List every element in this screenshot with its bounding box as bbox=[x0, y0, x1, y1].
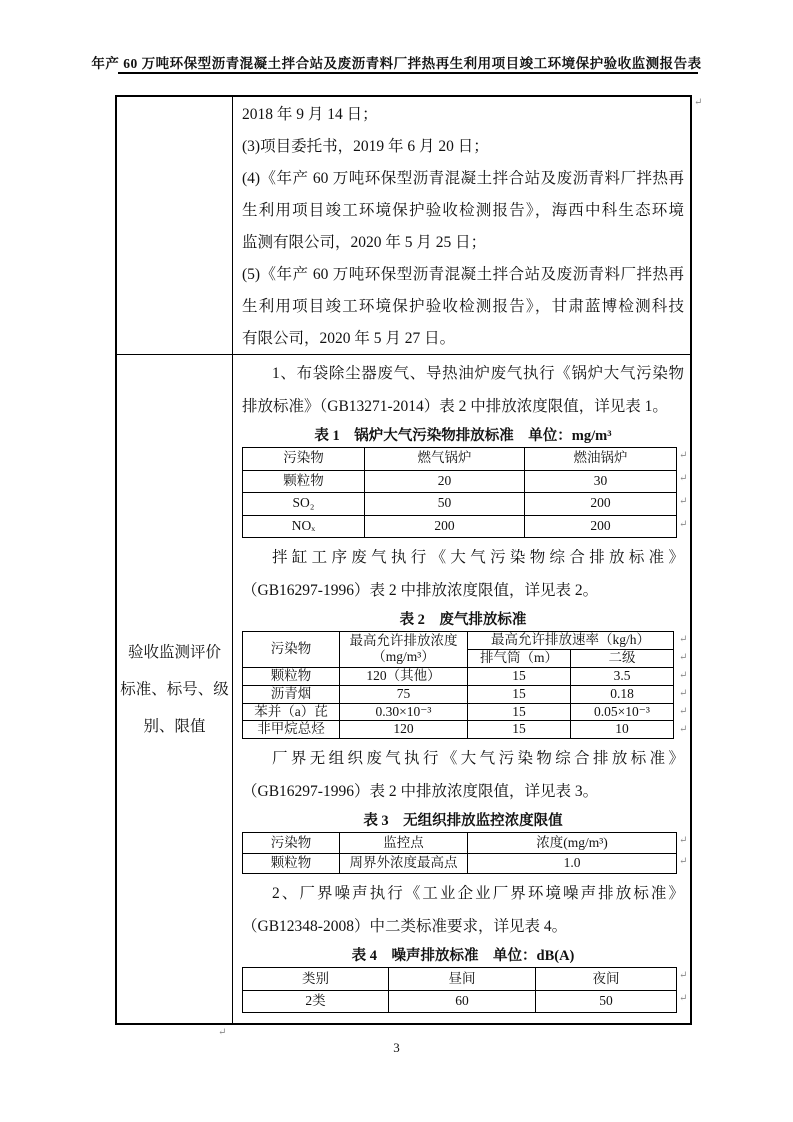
table-cell: 30 bbox=[525, 470, 677, 493]
table-row bbox=[243, 853, 677, 874]
table2-wrapper bbox=[242, 631, 688, 739]
table-row bbox=[243, 703, 674, 721]
table-cell: 3.5 bbox=[571, 667, 674, 685]
table-cell: 苯并（a）芘 bbox=[243, 703, 340, 721]
return-mark-icon: ↵ bbox=[679, 706, 688, 717]
paragraph-line: （GB16297-1996）表 2 中排放浓度限值，详见表 2。 bbox=[242, 582, 599, 599]
return-mark-icon: ↵ bbox=[679, 652, 688, 663]
table-header-line: （mg/m³） bbox=[372, 649, 435, 665]
table-header-cell: 昼间 bbox=[389, 968, 536, 991]
return-mark-icon: ↵ bbox=[679, 450, 688, 461]
return-mark-icon: ↵ bbox=[218, 1027, 227, 1038]
text-line: 2018 年 9 月 14 日； bbox=[242, 106, 378, 123]
table-cell: 50 bbox=[536, 990, 677, 1013]
text-line: 监测有限公司，2020 年 5 月 25 日； bbox=[242, 234, 487, 251]
table-cell: 0.30×10⁻³ bbox=[340, 703, 468, 721]
paragraph-line: 1、布袋除尘器废气、导热油炉废气执行《锅炉大气污染物 bbox=[272, 365, 684, 382]
table-row bbox=[243, 470, 677, 493]
table-header-cell: 污染物 bbox=[243, 833, 340, 854]
return-mark-icon: ↵ bbox=[679, 970, 688, 982]
table-header-cell: 最高允许排放速率（kg/h） bbox=[468, 632, 674, 650]
table-cell: 10 bbox=[571, 721, 674, 739]
table-row bbox=[243, 515, 677, 538]
row-label-line: 标准、标号、级 bbox=[120, 680, 229, 698]
row2-label-cell bbox=[117, 355, 233, 1023]
table-cell: 120（其他） bbox=[340, 667, 468, 685]
table-row bbox=[243, 833, 677, 854]
page-number: 3 bbox=[393, 1040, 400, 1055]
table-cell: 200 bbox=[365, 515, 525, 538]
table-cell: 15 bbox=[468, 667, 571, 685]
table-cell: 200 bbox=[525, 515, 677, 538]
table-cell: 15 bbox=[468, 685, 571, 703]
return-mark-icon: ↵ bbox=[679, 835, 688, 847]
paragraph-line: 厂界无组织废气执行《大气污染物综合排放标准》 bbox=[272, 750, 684, 768]
table4-caption: 表 4 噪声排放标准 单位：dB(A) bbox=[351, 948, 575, 965]
table-header-cell: 浓度(mg/m³) bbox=[468, 833, 677, 854]
table-header-cell: 污染物 bbox=[243, 448, 365, 471]
table-header-cell: 夜间 bbox=[536, 968, 677, 991]
table-row bbox=[243, 667, 674, 685]
row-label-line: 验收监测评价 bbox=[127, 643, 221, 661]
return-mark-icon: ↵ bbox=[679, 473, 688, 484]
table-header-cell: 燃气锅炉 bbox=[365, 448, 525, 471]
table-cell: 20 bbox=[365, 470, 525, 493]
table-cell: 75 bbox=[340, 685, 468, 703]
table-cell: 15 bbox=[468, 703, 571, 721]
main-table bbox=[115, 95, 692, 1025]
table-header-cell: 类别 bbox=[243, 968, 389, 991]
table-cell: 0.05×10⁻³ bbox=[571, 703, 674, 721]
table-header-cell: 二级 bbox=[571, 649, 674, 667]
paragraph-line: 2、厂界噪声执行《工业企业厂界环境噪声排放标准》 bbox=[272, 885, 684, 903]
table-cell: 120 bbox=[340, 721, 468, 739]
table-cell: 60 bbox=[389, 990, 536, 1013]
table-cell: 周界外浓度最高点 bbox=[340, 853, 468, 874]
table-row bbox=[117, 97, 690, 355]
table-cell: SO₂ bbox=[243, 493, 365, 516]
return-mark-icon: ↵ bbox=[679, 688, 688, 699]
return-mark-icon: ↵ bbox=[679, 496, 688, 507]
paragraph-line: （GB12348-2008）中二类标准要求，详见表 4。 bbox=[242, 918, 568, 936]
table3-wrapper bbox=[242, 832, 688, 874]
text-line: (4)《年产 60 万吨环保型沥青混凝土拌合站及废沥青料厂拌热再 bbox=[242, 170, 684, 187]
table-row bbox=[243, 448, 677, 471]
table-header-line: 最高允许排放浓度 bbox=[349, 632, 458, 648]
table-row bbox=[117, 355, 690, 1023]
table-cell: 50 bbox=[365, 493, 525, 516]
text-line: 生利用项目竣工环境保护验收检测报告》，甘肃蓝博检测科技 bbox=[242, 298, 684, 315]
row2-content-cell bbox=[233, 355, 690, 1023]
text-line: 有限公司，2020 年 5 月 27 日。 bbox=[242, 330, 456, 347]
table-header-cell bbox=[340, 632, 468, 668]
return-mark-icon: ↵ bbox=[679, 519, 688, 530]
table-row bbox=[243, 721, 674, 739]
table-cell: 沥青烟 bbox=[243, 685, 340, 703]
table-cell: NOₓ bbox=[243, 515, 365, 538]
table-row bbox=[243, 990, 677, 1013]
text-line: 生利用项目竣工环境保护验收检测报告》，海西中科生态环境 bbox=[242, 202, 684, 219]
table-header-cell: 排气筒（m） bbox=[468, 649, 571, 667]
return-mark-icon: ↵ bbox=[694, 97, 703, 108]
table2 bbox=[242, 631, 674, 739]
table-header-cell: 监控点 bbox=[340, 833, 468, 854]
table-row bbox=[243, 632, 674, 650]
table-cell: 颗粒物 bbox=[243, 853, 340, 874]
return-mark-icon: ↵ bbox=[679, 856, 688, 868]
return-mark-icon: ↵ bbox=[679, 634, 688, 645]
table-header-cell: 污染物 bbox=[243, 632, 340, 668]
table-cell: 2类 bbox=[243, 990, 389, 1013]
table-cell: 200 bbox=[525, 493, 677, 516]
paragraph-line: （GB16297-1996）表 2 中排放浓度限值，详见表 3。 bbox=[242, 783, 599, 801]
table-row bbox=[243, 493, 677, 516]
text-line: (5)《年产 60 万吨环保型沥青混凝土拌合站及废沥青料厂拌热再 bbox=[242, 266, 684, 283]
table2-caption: 表 2 废气排放标准 bbox=[399, 612, 527, 628]
table-row bbox=[243, 968, 677, 991]
return-mark-icon: ↵ bbox=[679, 724, 688, 735]
return-mark-icon: ↵ bbox=[679, 670, 688, 681]
table3-caption: 表 3 无组织排放监控浓度限值 bbox=[363, 813, 563, 830]
paragraph-line: 排放标准》（GB13271-2014）表 2 中排放浓度限值，详见表 1。 bbox=[242, 398, 668, 415]
table-cell: 非甲烷总烃 bbox=[243, 721, 340, 739]
table3 bbox=[242, 832, 677, 874]
paragraph-line: 拌缸工序废气执行《大气污染物综合排放标准》 bbox=[272, 549, 684, 566]
table1-caption: 表 1 锅炉大气污染物排放标准 单位：mg/m³ bbox=[314, 428, 612, 444]
table1-wrapper bbox=[242, 447, 688, 538]
table4 bbox=[242, 967, 677, 1013]
text-line: (3)项目委托书，2019 年 6 月 20 日； bbox=[242, 138, 489, 155]
table-cell: 颗粒物 bbox=[243, 470, 365, 493]
table-cell: 1.0 bbox=[468, 853, 677, 874]
table4-wrapper bbox=[242, 967, 688, 1013]
table1 bbox=[242, 447, 677, 538]
return-mark-icon: ↵ bbox=[679, 993, 688, 1005]
table-row bbox=[243, 685, 674, 703]
table-cell: 15 bbox=[468, 721, 571, 739]
row1-label-cell bbox=[117, 97, 233, 354]
title-underline bbox=[118, 72, 698, 74]
table-header-cell: 燃油锅炉 bbox=[525, 448, 677, 471]
row-label-line: 别、限值 bbox=[143, 717, 206, 735]
table-cell: 颗粒物 bbox=[243, 667, 340, 685]
row1-content-cell bbox=[233, 97, 690, 354]
table-cell: 0.18 bbox=[571, 685, 674, 703]
page-title: 年产 60 万吨环保型沥青混凝土拌合站及废沥青料厂拌热再生利用项目竣工环境保护验收监测报告表 bbox=[91, 56, 702, 71]
